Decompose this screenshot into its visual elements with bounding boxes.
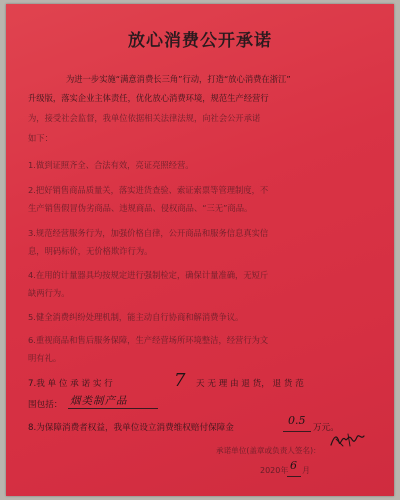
item-7-scope-label: 围包括： [28,400,63,410]
item-8-amount-handwritten: 0.5 [288,414,306,427]
item-5: 5.健全消费纠纷处理机制，能主动自行协商和解消费争议。 [28,312,244,322]
item-3-line-1: 3.规范经营服务行为，加强价格自律，公开商品和服务信息真实信 [28,228,269,238]
item-7-scope-handwritten: 烟类制产品 [70,395,128,407]
item-7-days-handwritten: 7 [174,370,186,391]
date-month-handwritten: 6 [290,459,297,472]
item-1: 1.做到证照齐全、合法有效，亮证亮照经营。 [28,160,194,170]
item-8-unit: 万元。 [313,423,339,433]
item-6-line-1: 6.重视商品和售后服务保障，生产经营场所环境整洁，经营行为文 [28,335,269,345]
item-2-line-1: 2.把好销售商品质量关，落实进货查验、索证索票等管理制度，不 [28,185,269,195]
item-3-line-2: 息，明码标价，无价格欺诈行为。 [28,246,153,256]
item-7-scope-underline [68,397,158,409]
item-4-line-2: 缺两行为。 [28,288,70,298]
item-2-line-2: 生产销售假冒伪劣商品、违规商品、侵权商品、“三无”商品。 [28,203,253,213]
item-7-suffix: 天 无 理 由 退 货， 退 货 范 [196,379,304,389]
intro-line-3: 为，接受社会监督，我单位依据相关法律法规，向社会公开承诺 [28,113,261,123]
item-6-line-2: 明有礼。 [28,353,62,363]
signer-label: 承诺单位(盖章或负责人签名)： [216,446,321,455]
item-4-line-1: 4.在用的计量器具均按规定进行强制检定，确保计量准确，无短斤 [28,270,269,280]
item-8-prefix: 8.为保障消费者权益，我单位设立消费维权赔付保障金 [28,423,234,433]
document-title: 放心消费公开承诺 [128,31,272,51]
intro-line-2: 升级版，落实企业主体责任，优化放心消费环境，规范生产经营行 [28,93,269,103]
date-year: 2020年 [260,466,289,475]
item-7-prefix: 7.我 单 位 承 诺 实 行 [28,379,113,389]
intro-line-4: 如下： [28,133,53,143]
handwritten-signature [328,430,368,452]
intro-line-1: 为进一步实施“满意消费长三角”行动，打造“放心消费在浙江” [66,74,291,84]
promise-document [6,4,394,496]
date-month-suffix: 月 [302,466,310,475]
